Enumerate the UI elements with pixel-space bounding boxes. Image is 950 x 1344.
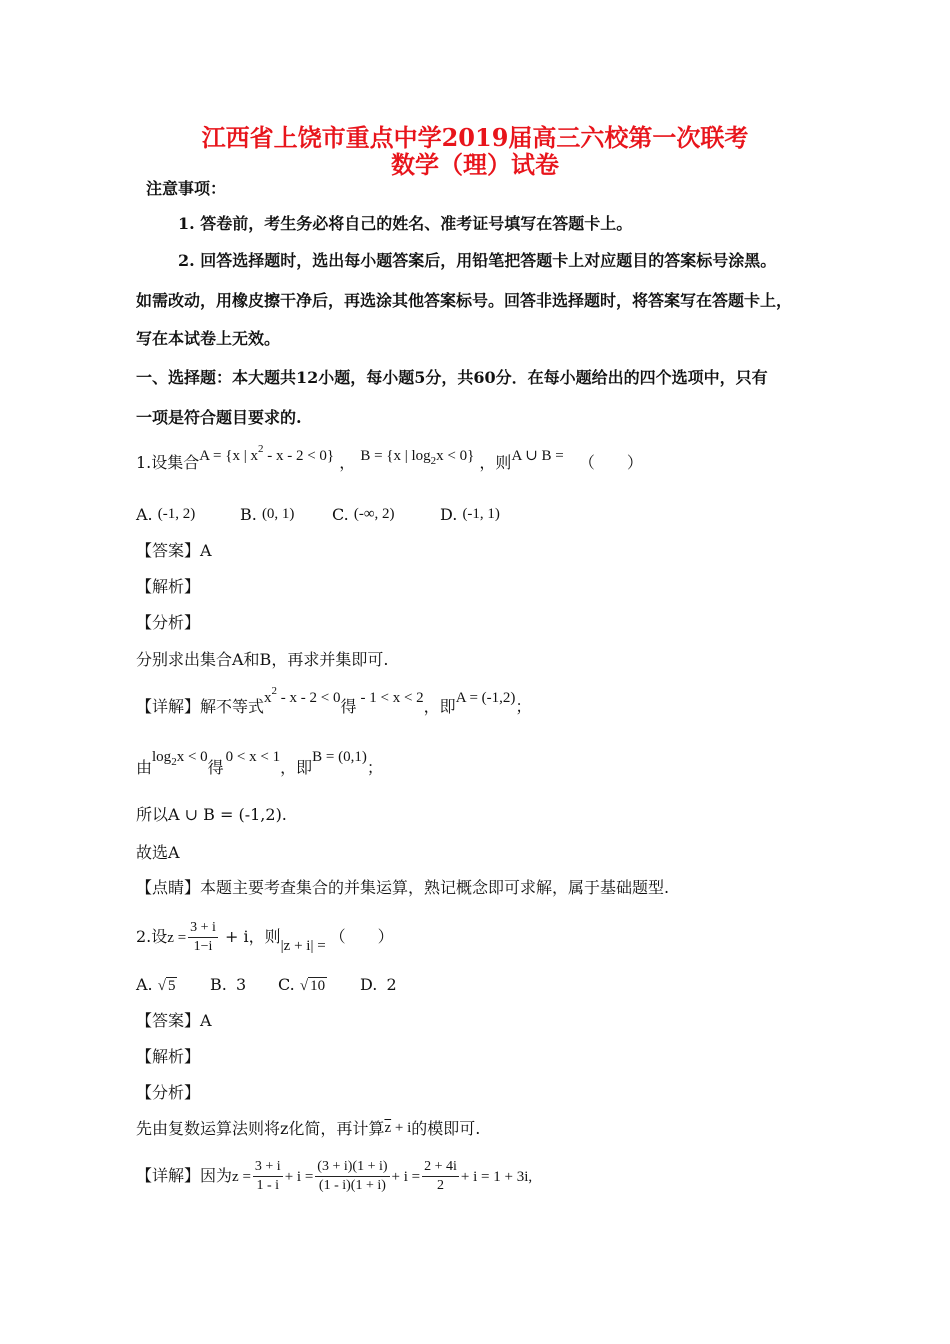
question-1-options — [136, 504, 500, 527]
q2-option-a-sqrt: √ 5 — [157, 978, 176, 994]
q1-option-d[interactable] — [440, 504, 500, 527]
q1-set-b — [360, 448, 475, 467]
q2-analysis-zbar: $\overline{z}$ — [384, 1120, 392, 1136]
q1-detail-line4: 故选A — [136, 843, 180, 862]
section-heading-line2: 一项是符合题目要求的. — [136, 408, 302, 427]
q1-detail2-you: 由 — [136, 758, 153, 777]
q1-detail2-b-value: B = (0,1) — [312, 749, 367, 765]
notice-item-1: 1. 答卷前，考生务必将自己的姓名、准考证号填写在答题卡上。 — [178, 214, 633, 233]
q2-detail-term-2: + i = — [391, 1169, 421, 1185]
q2-option-c-sqrt: √ 10 — [299, 978, 326, 994]
q2-analysis-tail: 的模即可. — [411, 1119, 481, 1138]
q2-detail-fraction-3 — [422, 1158, 459, 1195]
q2-f1-denominator: 1 - i — [256, 1178, 280, 1193]
q2-analysis-text: 先由复数运算法则将z化简，再计算 — [136, 1119, 385, 1138]
q2-option-c[interactable] — [278, 974, 360, 997]
q1-detail1-text: 解不等式 — [200, 697, 265, 716]
document-title-line2: 数学（理）试卷 — [391, 150, 559, 179]
q1-prefix: 1.设集合 — [136, 453, 200, 472]
q1-set-b-text: B = {x | log — [360, 448, 431, 464]
q2-jiexi-tag: 【解析】 — [136, 1047, 201, 1066]
q2-detail-tag: 【详解】 — [136, 1166, 201, 1185]
q1-detail1-inequality — [264, 685, 341, 706]
q2-analysis — [136, 1118, 480, 1141]
q1-detail1-de: 得 — [340, 697, 357, 716]
q1-comma: ， — [339, 453, 356, 472]
q1-detail2-ji: ，即 — [280, 758, 313, 777]
q1-detail2-log-sub: 2 — [171, 756, 177, 768]
q1-set-a-text: A = {x | x — [199, 448, 258, 464]
q2-f1-numerator: 3 + i — [253, 1158, 283, 1177]
q2-z-eq: z = — [167, 930, 187, 946]
q2-fenxi-tag: 【分析】 — [136, 1083, 201, 1102]
q1-detail1-range: - 1 < x < 2 — [360, 690, 424, 706]
q2-paren: （ ） — [329, 927, 394, 946]
q1-set-a — [199, 443, 335, 464]
q1-set-b-rest: x < 0} — [436, 448, 475, 464]
q1-then: ，则 — [479, 453, 512, 472]
q2-detail-line1 — [136, 1151, 532, 1202]
q2-detail-text: 因为 — [200, 1166, 233, 1185]
q1-option-b-label: B. — [240, 505, 257, 524]
notice-item-2-cont1: 如需改动，用橡皮擦干净后，再选涂其他答案标号。回答非选择题时，将答案写在答题卡上， — [136, 291, 793, 310]
q1-detail-line2 — [136, 749, 383, 785]
q1-option-a-value: (-1, 2) — [157, 506, 196, 522]
q1-set-a-rest: - x - 2 < 0} — [263, 448, 335, 464]
q1-option-b[interactable] — [240, 504, 332, 527]
q2-option-a-label: A. — [136, 975, 153, 994]
q2-modulus-expr: |z + i| = — [280, 938, 326, 954]
q1-detail2-de: 得 — [207, 758, 224, 777]
notice-item-2: 2. 回答选择题时，选出每小题答案后，用铅笔把答题卡上对应题目的答案标号涂黑。 — [178, 251, 777, 270]
question-2-options — [136, 974, 397, 997]
document-title-line1: 江西省上饶市重点中学2019届高三六校第一次联考 — [201, 123, 749, 152]
q2-detail-z-eq: z = — [232, 1169, 251, 1185]
q2-fraction-numerator: 3 + i — [188, 919, 218, 938]
q2-prefix: 2.设 — [136, 927, 168, 946]
q1-detail2-log-text: log — [152, 749, 172, 765]
q1-option-a-label: A. — [136, 505, 153, 524]
q2-f3-numerator: 2 + 4i — [422, 1158, 459, 1177]
q2-option-d[interactable] — [360, 974, 397, 996]
q2-fraction-denominator: 1−i — [193, 939, 213, 954]
q1-analysis: 分别求出集合A和B，再求并集即可. — [136, 650, 389, 669]
q1-detail-tag: 【详解】 — [136, 697, 201, 716]
question-2-stem — [136, 912, 394, 963]
q2-option-d-value: 2 — [386, 975, 397, 994]
q2-option-b[interactable] — [210, 974, 278, 996]
question-1-stem — [136, 443, 643, 480]
q2-f3-denominator: 2 — [437, 1178, 444, 1193]
q2-f2-denominator: (1 - i)(1 + i) — [318, 1178, 386, 1193]
q2-option-b-value: 3 — [235, 975, 247, 994]
q2-detail-fraction-1 — [253, 1158, 283, 1195]
q2-detail-fraction-2 — [315, 1158, 389, 1195]
q2-detail-term-3: + i = 1 + 3i, — [460, 1169, 533, 1185]
q1-detail2-range: 0 < x < 1 — [225, 749, 281, 765]
q1-detail1-x: x — [264, 690, 272, 706]
q1-detail1-exp: 2 — [271, 685, 278, 697]
q1-detail2-log — [152, 749, 208, 768]
q2-detail-term-1: + i = — [284, 1169, 314, 1185]
q1-detail1-ji: ，即 — [423, 697, 456, 716]
q1-comment: 【点睛】本题主要考查集合的并集运算，熟记概念即可求解，属于基础题型. — [136, 878, 670, 897]
q2-option-a-value: 5 — [167, 978, 176, 994]
q1-fenxi-tag: 【分析】 — [136, 613, 201, 632]
q1-option-b-value: (0, 1) — [261, 506, 295, 522]
q2-plus-i: + i， — [219, 927, 265, 946]
q1-answer: 【答案】A — [136, 541, 212, 560]
q1-option-c-value: (-∞, 2) — [353, 506, 395, 522]
q1-detail2-log-rest: x < 0 — [176, 749, 208, 765]
notice-heading: 注意事项： — [146, 179, 227, 198]
q2-analysis-plus-i: + i — [391, 1120, 412, 1136]
q2-option-c-label: C. — [278, 975, 295, 994]
q1-detail1-rest: - x - 2 < 0 — [277, 690, 341, 706]
q2-option-c-value: 10 — [310, 978, 326, 994]
q2-fraction — [188, 919, 218, 956]
q1-union-expr: A ∪ B = — [511, 448, 564, 464]
q1-detail2-semicolon: ； — [366, 758, 383, 777]
q1-set-b-sub: 2 — [430, 455, 437, 467]
q1-option-a[interactable] — [136, 504, 240, 527]
q2-answer: 【答案】A — [136, 1011, 212, 1030]
q2-f2-numerator: (3 + i)(1 + i) — [315, 1158, 389, 1177]
q1-option-d-label: D. — [440, 505, 458, 524]
q1-option-c-label: C. — [332, 505, 349, 524]
section-heading-line1: 一、选择题：本大题共12小题，每小题5分，共60分．在每小题给出的四个选项中，只有 — [136, 368, 768, 387]
q2-then: 则 — [264, 927, 281, 946]
q1-set-a-exp: 2 — [257, 443, 264, 455]
q2-option-a[interactable] — [136, 974, 210, 997]
q1-detail1-a-value: A = (-1,2) — [455, 690, 516, 706]
q1-paren: （ ） — [578, 453, 643, 472]
q2-option-d-label: D. — [360, 975, 378, 994]
q1-detail1-semicolon: ； — [515, 697, 532, 716]
q1-option-d-value: (-1, 1) — [462, 506, 500, 522]
q1-jiexi-tag: 【解析】 — [136, 577, 201, 596]
q1-option-c[interactable] — [332, 504, 440, 527]
q1-detail-line1 — [136, 685, 532, 720]
notice-item-2-cont2: 写在本试卷上无效。 — [136, 329, 281, 348]
q2-option-b-label: B. — [210, 975, 227, 994]
q1-detail-line3: 所以A ∪ B = (-1,2). — [136, 805, 287, 824]
